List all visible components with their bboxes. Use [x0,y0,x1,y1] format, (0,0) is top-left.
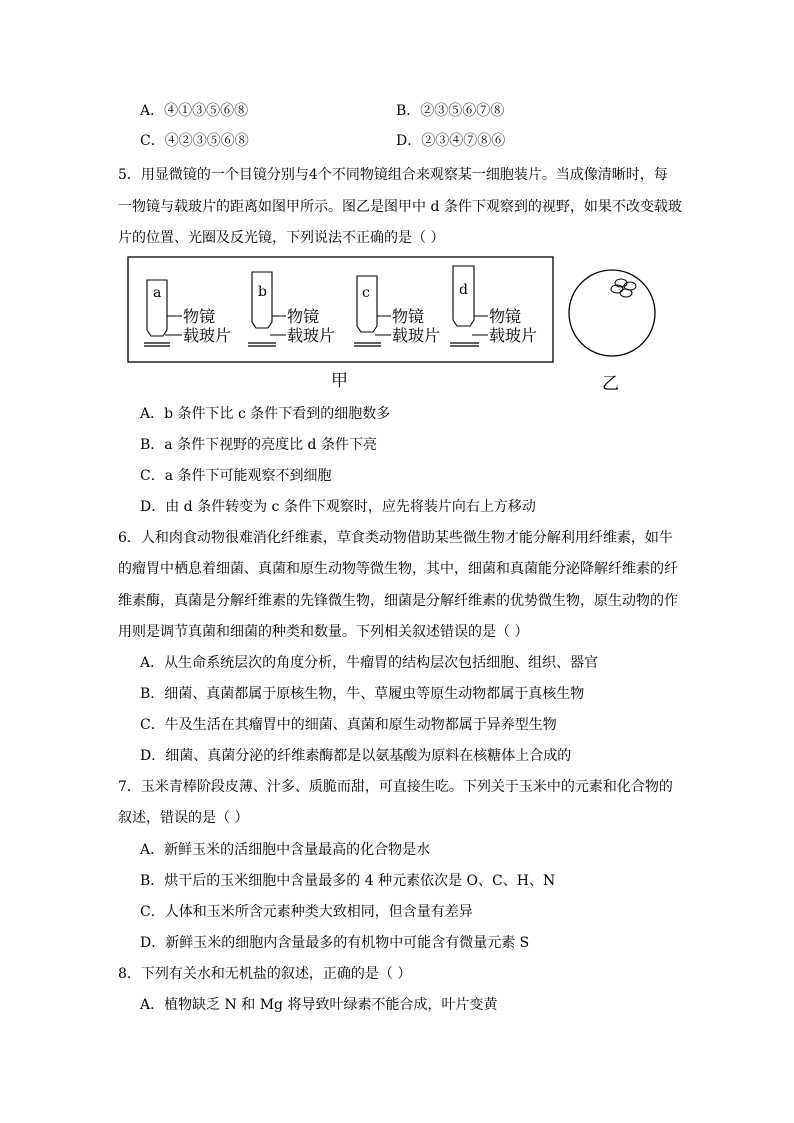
objective-b [248,272,286,346]
q5-stem-line1: 5．用显微镜的一个目镜分别与4个不同物镜组合来观察某一细胞装片。当成像清晰时，每 [118,167,668,183]
q4-option-d: D．②③④⑦⑧⑥ [396,133,506,149]
q7-stem-line2: 叙述，错误的是（ ） [118,810,249,826]
q6-option-b: B．细菌、真菌都属于原核生物，牛、草履虫等原生动物都属于真核生物 [140,686,585,702]
q7-option-c: C．人体和玉米所含元素种类大致相同，但含量有差异 [140,904,473,920]
q6-option-d: D．细菌、真菌分泌的纤维素酶都是以氨基酸为原料在核糖体上合成的 [140,748,572,764]
objective-d [450,266,488,346]
field-of-view-circle [569,270,655,356]
objective-letter-a: a [153,285,162,301]
q7-option-a: A．新鲜玉米的活细胞中含量最高的化合物是水 [140,842,431,858]
q4-option-a: A．④①③⑤⑥⑧ [140,103,249,119]
slide-label-c: 载玻片 [392,326,441,345]
q5-option-b: B．a 条件下视野的亮度比 d 条件下亮 [140,437,377,453]
slide-label-a: 载玻片 [183,326,232,345]
objective-label-d: 物镜 [489,307,522,326]
q6-option-a: A．从生命系统层次的角度分析，牛瘤胃的结构层次包括细胞、组织、器官 [140,655,599,671]
objective-label-a: 物镜 [183,307,216,326]
objective-label-b: 物镜 [287,307,320,326]
q6-stem-line3: 维素酶，真菌是分解纤维素的先锋微生物，细菌是分解纤维素的优势微生物，原生动物的作 [118,593,678,609]
objective-label-c: 物镜 [392,307,425,326]
q8-option-a: A．植物缺乏 N 和 Mg 将导致叶绿素不能合成，叶片变黄 [140,997,498,1013]
q7-option-d: D．新鲜玉米的细胞内含量最多的有机物中可能含有微量元素 S [140,935,530,951]
q5-option-a: A．b 条件下比 c 条件下看到的细胞数多 [140,406,391,422]
objective-letter-b: b [258,284,267,300]
cell-cluster [611,279,636,297]
q5-option-c: C．a 条件下可能观察不到细胞 [140,468,332,484]
q4-option-c: C．④②③⑤⑥⑧ [140,133,249,149]
q5-option-d: D．由 d 条件转变为 c 条件下观察时，应先将装片向右上方移动 [140,499,536,515]
slide-label-d: 载玻片 [489,326,538,345]
q6-option-c: C．牛及生活在其瘤胃中的细菌、真菌和原生动物都属于异养型生物 [140,717,557,733]
figure-label-yi: 乙 [602,374,619,394]
q8-stem: 8．下列有关水和无机盐的叙述，正确的是（ ） [118,966,412,982]
objective-letter-c: c [362,285,370,301]
objective-letter-d: d [459,282,468,298]
q6-stem-line4: 用则是调节真菌和细菌的种类和数量。下列相关叙述错误的是（ ） [118,624,529,640]
q5-stem-line3: 片的位置、光圈及反光镜，下列说法不正确的是（ ） [118,230,445,246]
objective-c [354,276,391,346]
q7-stem-line1: 7．玉米青棒阶段皮薄、汁多、质脆而甜，可直接生吃。下列关于玉米中的元素和化合物的 [118,779,673,795]
objective-a [144,280,182,346]
q5-stem-line2: 一物镜与载玻片的距离如图甲所示。图乙是图甲中 d 条件下观察到的视野，如果不改变载玻 [118,199,682,215]
q6-stem-line2: 的瘤胃中栖息着细菌、真菌和原生动物等微生物，其中，细菌和真菌能分泌降解纤维素的纤 [118,561,678,577]
slide-label-b: 载玻片 [287,326,336,345]
q6-stem-line1: 6．人和肉食动物很难消化纤维素，草食类动物借助某些微生物才能分解利用纤维素，如牛 [118,530,673,546]
figure-label-jia: 甲 [331,371,348,391]
q4-option-b: B．②③⑤⑥⑦⑧ [396,103,505,119]
q7-option-b: B．烘干后的玉米细胞中含量最多的 4 种元素依次是 O、C、H、N [140,873,556,889]
microscope-figure [0,0,794,400]
